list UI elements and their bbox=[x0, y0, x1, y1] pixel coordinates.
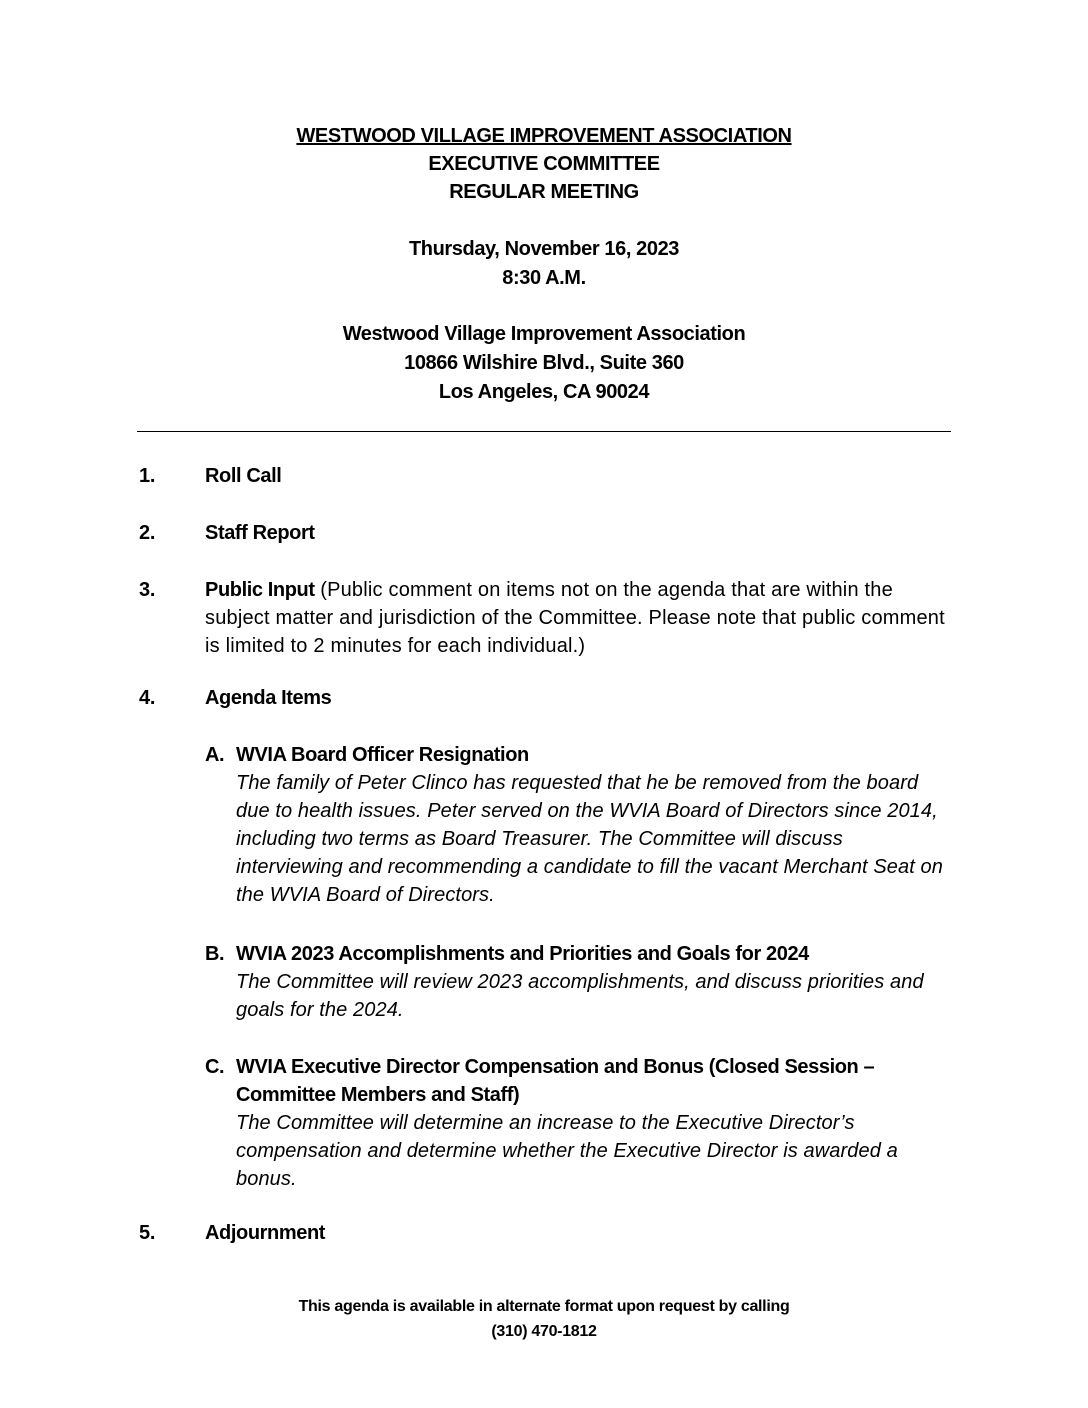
subitem-description: The family of Peter Clinco has requested that he be removed from the board due to health issues. Peter served on the WVIA Board of Directors since 2014, including two terms as Board Treasurer. The Committee will discuss interviewing and recommending a candidate to fill the vacant Merchant Seat on the WVIA Board of Directors. bbox=[236, 772, 943, 906]
meeting-time: 8:30 A.M. bbox=[502, 267, 586, 289]
agenda-item-title: Staff Report bbox=[205, 522, 315, 544]
agenda-item-title: Agenda Items bbox=[205, 687, 332, 709]
agenda-item-body bbox=[205, 576, 950, 660]
agenda-item-title: Roll Call bbox=[205, 465, 282, 487]
subitem-description: The Committee will review 2023 accomplishments, and discuss priorities and goals for the 2024. bbox=[236, 971, 924, 1021]
subitem-letter: C. bbox=[205, 1056, 225, 1078]
subitem-title: WVIA 2023 Accomplishments and Priorities and Goals for 2024 bbox=[236, 943, 809, 965]
footer-notice: This agenda is available in alternate format upon request by calling bbox=[298, 1298, 790, 1315]
committee-name: EXECUTIVE COMMITTEE bbox=[428, 153, 660, 175]
subitem-title: WVIA Board Officer Resignation bbox=[236, 744, 529, 766]
agenda-item-number: 2. bbox=[139, 522, 156, 544]
accessibility-footer bbox=[0, 1294, 1088, 1344]
agenda-item-title: Adjournment bbox=[205, 1222, 326, 1244]
location-city: Los Angeles, CA 90024 bbox=[438, 381, 650, 403]
location-name: Westwood Village Improvement Association bbox=[342, 323, 746, 345]
agenda-item-description: (Public comment on items not on the agenda that are within the subject matter and jurisdiction of the Committee. Please note that public comment is limited to 2 minutes for each individual.) bbox=[205, 579, 945, 657]
agenda-item-number: 5. bbox=[139, 1222, 156, 1244]
document-header bbox=[0, 122, 1088, 206]
meeting-location bbox=[0, 320, 1088, 407]
meeting-date: Thursday, November 16, 2023 bbox=[408, 238, 680, 260]
agenda-item-number: 1. bbox=[139, 465, 156, 487]
organization-name: WESTWOOD VILLAGE IMPROVEMENT ASSOCIATION bbox=[296, 125, 792, 147]
divider-line bbox=[137, 431, 951, 432]
subitem-letter: B. bbox=[205, 943, 225, 965]
meeting-datetime bbox=[0, 235, 1088, 293]
footer-phone: (310) 470-1812 bbox=[491, 1323, 597, 1340]
agenda-item-number: 3. bbox=[139, 579, 156, 601]
meeting-type: REGULAR MEETING bbox=[449, 181, 639, 203]
subitem-letter: A. bbox=[205, 744, 225, 766]
agenda-item-number: 4. bbox=[139, 687, 156, 709]
location-address: 10866 Wilshire Blvd., Suite 360 bbox=[404, 352, 684, 374]
agenda-item-title: Public Input bbox=[205, 579, 315, 601]
subitem-title: WVIA Executive Director Compensation and Bonus (Closed Session – Committee Members and Staff) bbox=[236, 1056, 875, 1106]
subitem-description: The Committee will determine an increase to the Executive Director’s compensation and determine whether the Executive Director is awarded a bonus. bbox=[236, 1112, 898, 1190]
